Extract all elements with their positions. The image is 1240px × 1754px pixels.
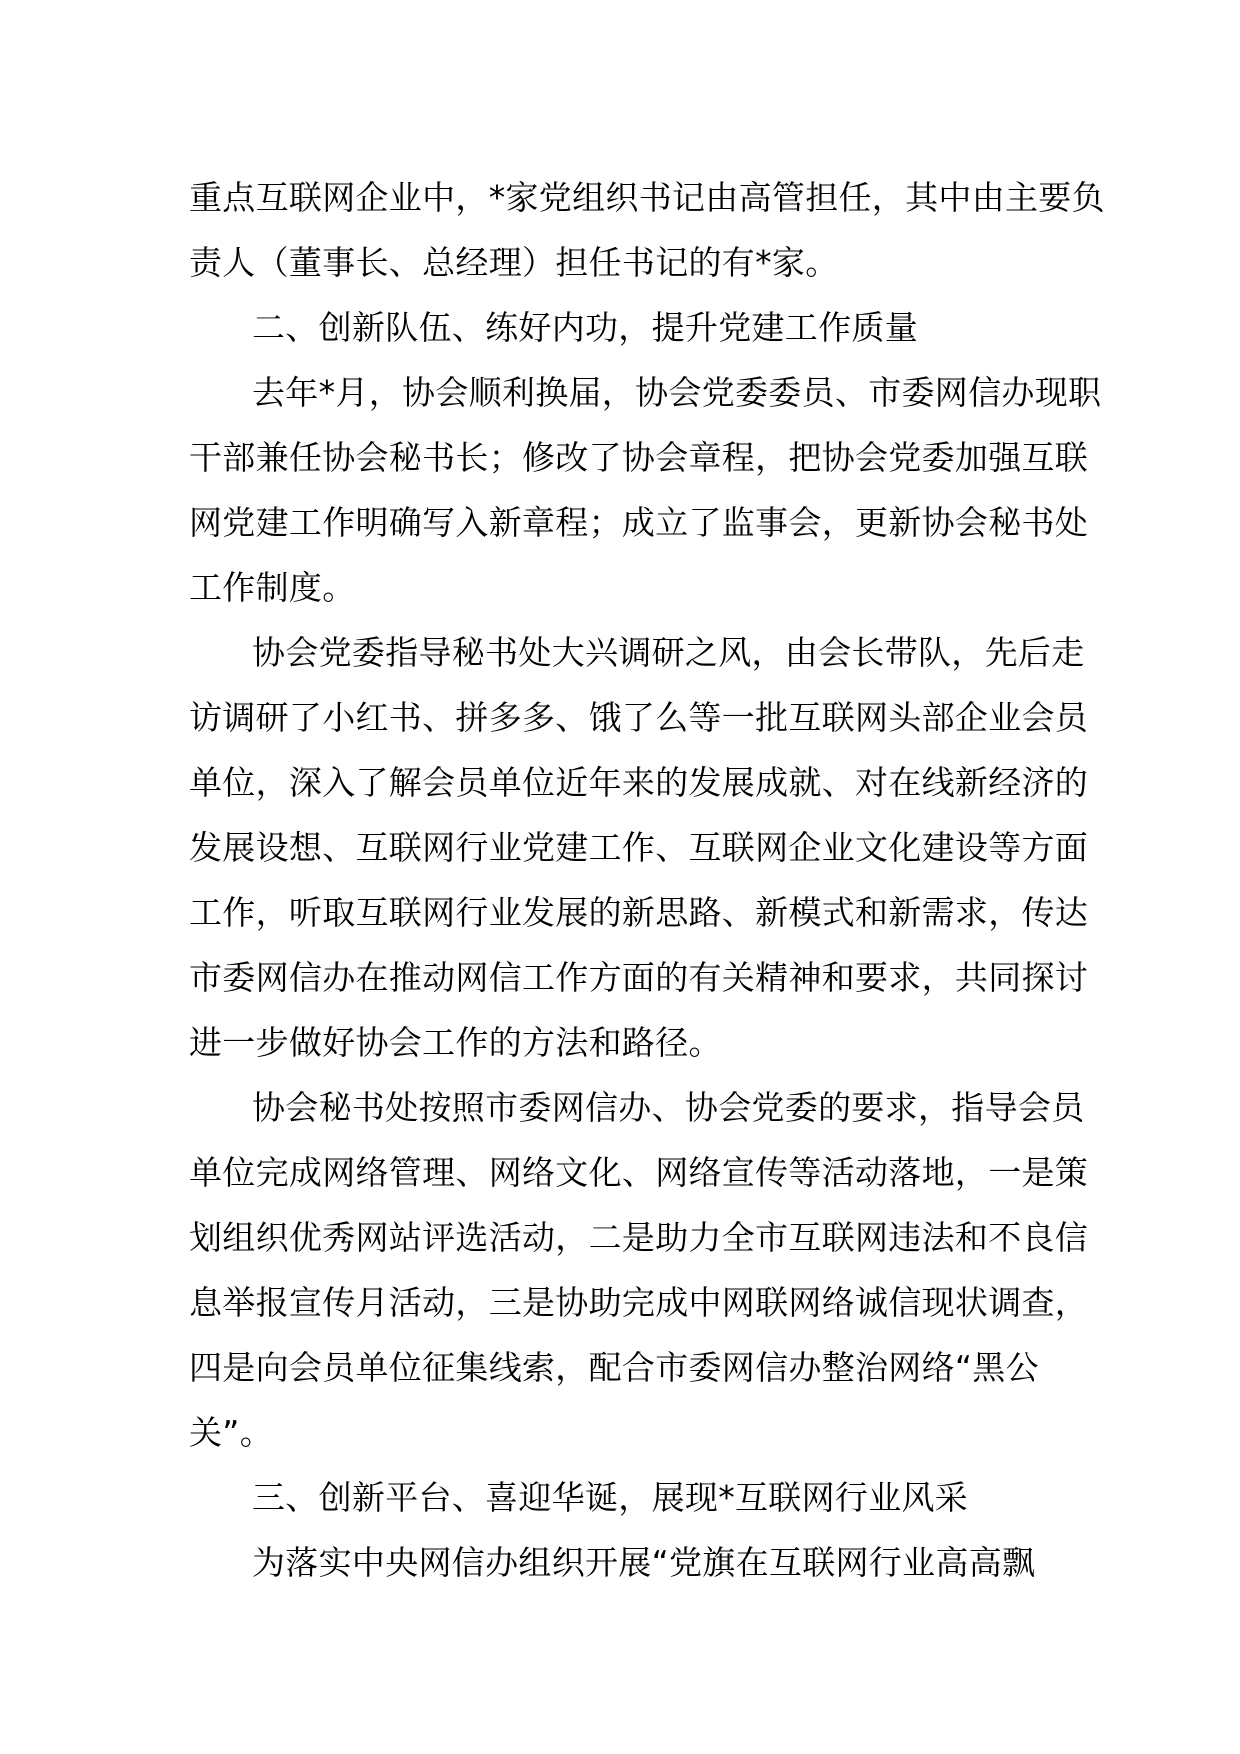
text-line: 协会秘书处按照市委网信办、协会党委的要求，指导会员 <box>252 1088 1085 1127</box>
text-line: 工作，听取互联网行业发展的新思路、新模式和新需求，传达 <box>189 893 1089 932</box>
text-line: 工作制度。 <box>189 568 356 607</box>
text-line: 二、创新队伍、练好内功，提升党建工作质量 <box>252 308 918 347</box>
text-line: 去年*月，协会顺利换届，协会党委委员、市委网信办现职 <box>252 373 1102 412</box>
text-line: 为落实中央网信办组织开展“党旗在互联网行业高高飘 <box>252 1543 1036 1582</box>
text-line: 进一步做好协会工作的方法和路径。 <box>189 1023 722 1062</box>
text-line: 划组织优秀网站评选活动，二是助力全市互联网违法和不良信 <box>189 1218 1089 1257</box>
text-line: 四是向会员单位征集线索，配合市委网信办整治网络“黑公 <box>189 1348 1039 1387</box>
text-line: 市委网信办在推动网信工作方面的有关精神和要求，共同探讨 <box>189 958 1089 997</box>
text-line: 责人（董事长、总经理）担任书记的有*家。 <box>189 243 839 282</box>
text-line: 单位，深入了解会员单位近年来的发展成就、对在线新经济的 <box>189 763 1089 802</box>
text-line: 单位完成网络管理、网络文化、网络宣传等活动落地，一是策 <box>189 1153 1089 1192</box>
text-line: 访调研了小红书、拼多多、饿了么等一批互联网头部企业会员 <box>189 698 1089 737</box>
text-line: 协会党委指导秘书处大兴调研之风，由会长带队，先后走 <box>252 633 1085 672</box>
text-line: 关”。 <box>189 1413 273 1452</box>
text-line: 三、创新平台、喜迎华诞，展现*互联网行业风采 <box>252 1478 969 1517</box>
text-line: 重点互联网企业中，*家党组织书记由高管担任，其中由主要负 <box>189 178 1105 217</box>
body-text <box>189 165 1105 1595</box>
text-line: 发展设想、互联网行业党建工作、互联网企业文化建设等方面 <box>189 828 1089 867</box>
text-line: 网党建工作明确写入新章程；成立了监事会，更新协会秘书处 <box>189 503 1089 542</box>
text-line: 息举报宣传月活动，三是协助完成中网联网络诚信现状调查， <box>189 1283 1089 1322</box>
text-line: 干部兼任协会秘书长；修改了协会章程，把协会党委加强互联 <box>189 438 1089 477</box>
